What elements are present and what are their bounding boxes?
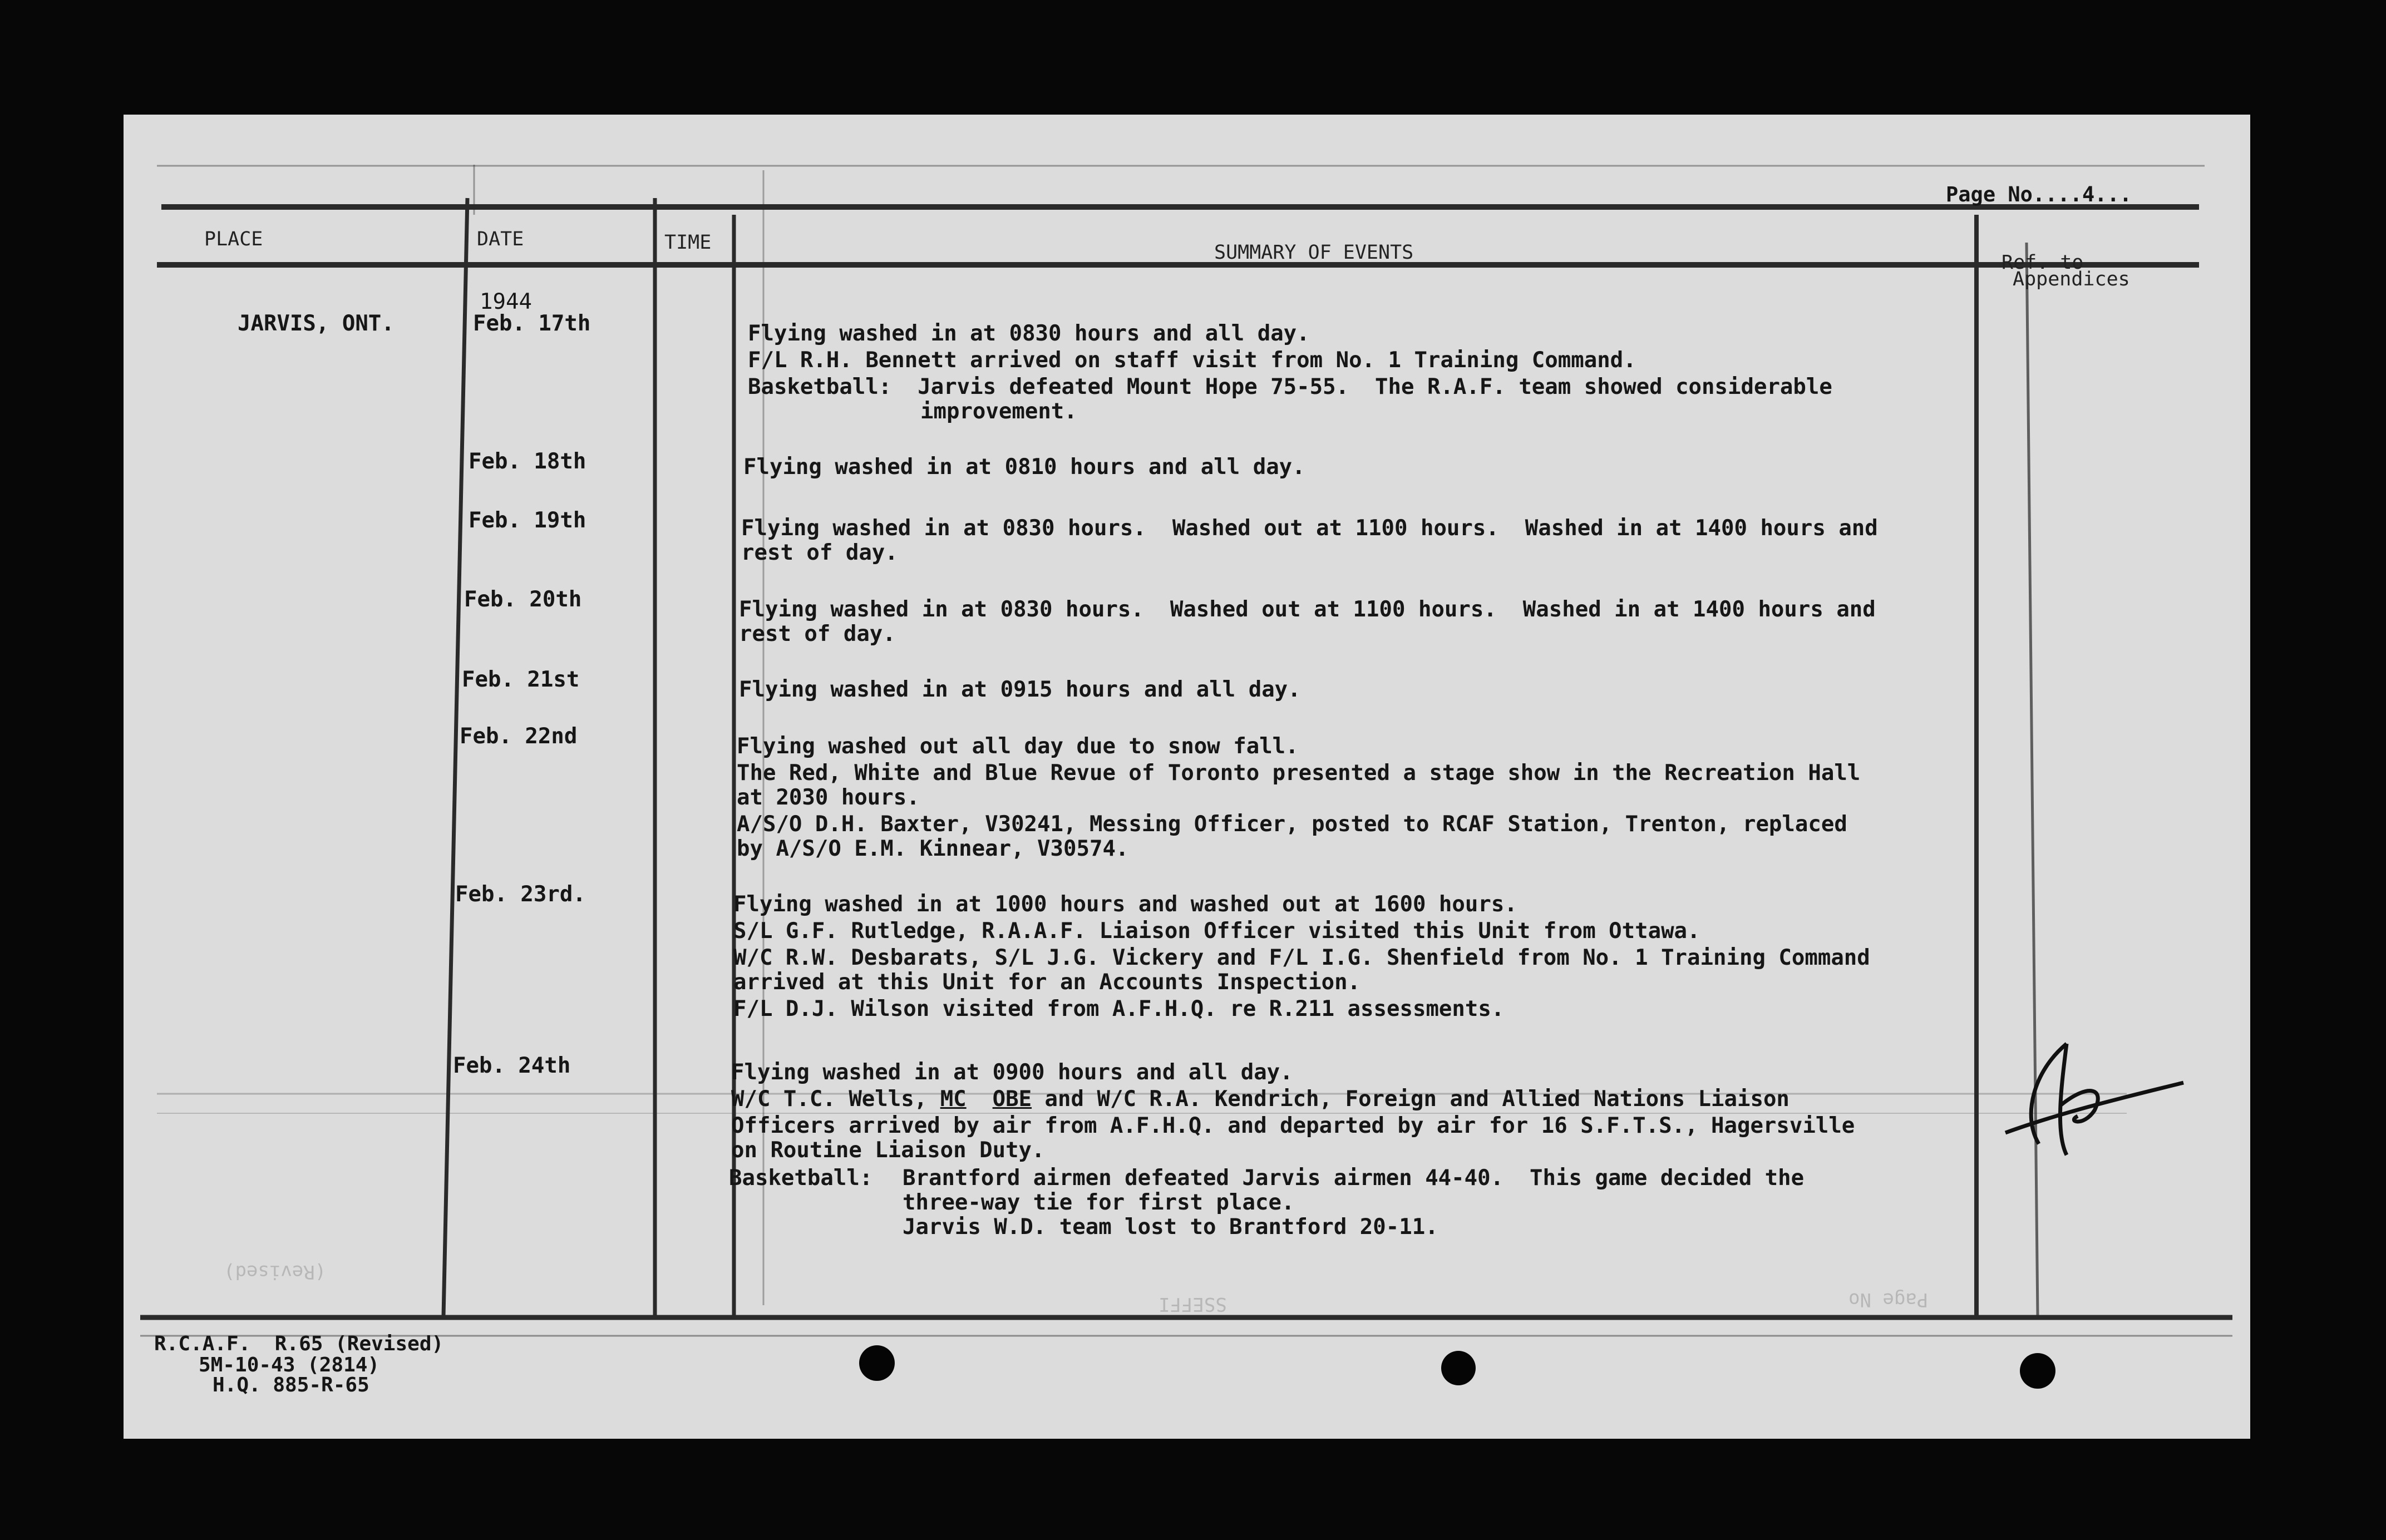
form-number: R.C.A.F. R.65 (Revised) <box>154 1332 444 1355</box>
page-number: Page No....4... <box>1946 182 2132 206</box>
entry-line: Jarvis W.D. team lost to Brantford 20-11. <box>903 1215 1438 1240</box>
header-date: DATE <box>477 228 524 250</box>
entry-line: rest of day. <box>741 540 898 565</box>
entry-line: arrived at this Unit for an Accounts Inspection. <box>733 970 1361 995</box>
binder-hole <box>859 1345 895 1381</box>
entry-line: The Red, White and Blue Revue of Toronto presented a stage show in the Recreation Hall <box>737 761 1861 786</box>
date-feb22: Feb. 22nd <box>460 724 578 749</box>
entry-line: F/L D.J. Wilson visited from A.F.H.Q. re R.211 assessments. <box>733 996 1505 1021</box>
basketball-label: Basketball: <box>729 1166 873 1191</box>
print-code: 5M-10-43 (2814) <box>199 1354 380 1376</box>
entry-line: Flying washed out all day due to snow fall. <box>737 734 1299 759</box>
entry-line: Flying washed in at 0830 hours and all day. <box>748 321 1310 346</box>
award-obe: OBE <box>992 1087 1032 1112</box>
entry-line: by A/S/O E.M. Kinnear, V30574. <box>737 836 1129 861</box>
date-feb23: Feb. 23rd. <box>455 882 586 907</box>
entry-line: W/C R.W. Desbarats, S/L J.G. Vickery and F/L I.G. Shenfield from No. 1 Training Command <box>733 945 1870 970</box>
award-mc: MC <box>940 1087 967 1112</box>
show-through-text: (Revised) <box>224 1261 327 1283</box>
binder-hole <box>2020 1353 2055 1389</box>
date-feb21: Feb. 21st <box>462 667 580 692</box>
date-feb24: Feb. 24th <box>453 1053 571 1078</box>
header-ref-line1: Ref. to <box>2002 251 2084 274</box>
date-feb20: Feb. 20th <box>464 587 582 612</box>
date-feb17: Feb. 17th <box>473 311 591 336</box>
entry-line: Brantford airmen defeated Jarvis airmen 44-40. This game decided the <box>903 1166 1805 1191</box>
entry-line: rest of day. <box>739 621 896 646</box>
entry-line-officers <box>731 1087 1790 1112</box>
entry-line: Basketball: Jarvis defeated Mount Hope 75-55. The R.A.F. team showed considerable <box>748 374 1832 399</box>
entry-line: Flying washed in at 0830 hours. Washed out at 1100 hours. Washed in at 1400 hours and <box>739 597 1876 622</box>
entry-line: Flying washed in at 0915 hours and all day. <box>739 677 1301 702</box>
year-cell: 1944 <box>480 289 532 314</box>
entry-line: Flying washed in at 0830 hours. Washed out at 1100 hours. Washed in at 1400 hours and <box>741 516 1878 541</box>
place-cell: JARVIS, ONT. <box>238 311 395 336</box>
show-through-text: SSEFFI <box>1159 1293 1227 1315</box>
entry-line: improvement. <box>920 399 1077 424</box>
hq-code: H.Q. 885-R-65 <box>213 1374 369 1396</box>
date-feb19: Feb. 19th <box>469 508 586 533</box>
entry-line: at 2030 hours. <box>737 785 920 810</box>
show-through-text: Page No <box>1848 1289 1929 1311</box>
header-ref-line2: Appendices <box>2013 268 2130 290</box>
entry-line: F/L R.H. Bennett arrived on staff visit from No. 1 Training Command. <box>748 348 1636 373</box>
date-feb18: Feb. 18th <box>469 449 586 474</box>
officers-rest: and W/C R.A. Kendrich, Foreign and Allied Nations Liaison <box>1032 1087 1790 1112</box>
entry-line: S/L G.F. Rutledge, R.A.A.F. Liaison Officer visited this Unit from Ottawa. <box>733 919 1700 944</box>
entry-line: A/S/O D.H. Baxter, V30241, Messing Officer, posted to RCAF Station, Trenton, replaced <box>737 812 1847 837</box>
entry-line: on Routine Liaison Duty. <box>731 1138 1045 1163</box>
entry-line: Flying washed in at 1000 hours and washed out at 1600 hours. <box>733 892 1517 917</box>
entry-line: Flying washed in at 0810 hours and all day. <box>743 455 1305 480</box>
header-place: PLACE <box>204 228 263 250</box>
officers-prefix: W/C T.C. Wells, <box>731 1087 940 1112</box>
binder-hole <box>1441 1351 1476 1385</box>
award-sep <box>967 1087 993 1112</box>
diary-page <box>124 115 2250 1439</box>
entry-line: three-way tie for first place. <box>903 1190 1295 1215</box>
signature-initials <box>2000 1021 2189 1188</box>
header-summary: SUMMARY OF EVENTS <box>1214 241 1414 264</box>
entry-line: Officers arrived by air from A.F.H.Q. and departed by air for 16 S.F.T.S., Hagersville <box>731 1113 1855 1138</box>
header-time: TIME <box>664 231 712 254</box>
entry-line: Flying washed in at 0900 hours and all day. <box>731 1060 1293 1085</box>
